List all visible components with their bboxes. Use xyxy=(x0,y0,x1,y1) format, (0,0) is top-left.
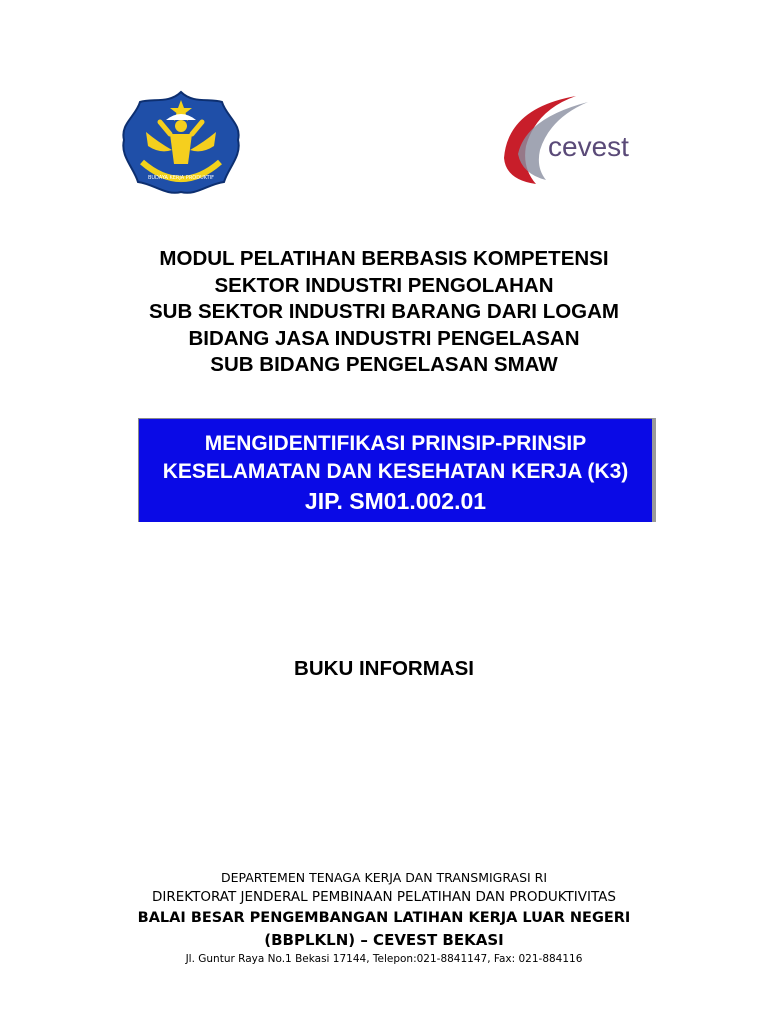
address: Jl. Guntur Raya No.1 Bekasi 17144, Telepon:021-8841147, Fax: 021-884116 xyxy=(185,953,583,965)
module-title xyxy=(0,246,768,379)
title-line: SUB SEKTOR INDUSTRI BARANG DARI LOGAM xyxy=(149,300,619,323)
publisher-footer xyxy=(0,868,768,968)
title-line: MODUL PELATIHAN BERBASIS KOMPETENSI xyxy=(159,247,609,270)
cevest-logo-text: cevest xyxy=(548,131,629,162)
unit-title-line: KESELAMATAN DAN KESEHATAN KERJA (K3) xyxy=(162,460,629,483)
unit-competency-box xyxy=(138,418,652,522)
directorate-name: DIREKTORAT JENDERAL PEMBINAAN PELATIHAN DAN PRODUKTIVITAS xyxy=(152,889,616,905)
title-line: SUB BIDANG PENGELASAN SMAW xyxy=(210,353,558,376)
title-line: SEKTOR INDUSTRI PENGOLAHAN xyxy=(214,273,554,297)
kemnaker-logo xyxy=(118,84,244,200)
emblem-seal-text: BUDAYA KERJA PRODUKTIF xyxy=(147,175,215,181)
institution-name: BALAI BESAR PENGEMBANGAN LATIHAN KERJA LUAR NEGERI xyxy=(137,910,631,926)
institution-abbreviation: (BBPLKLN) – CEVEST BEKASI xyxy=(264,931,504,949)
kemnaker-emblem-icon xyxy=(118,84,244,200)
title-line: BIDANG JASA INDUSTRI PENGELASAN xyxy=(188,326,580,350)
unit-title-line: MENGIDENTIFIKASI PRINSIP-PRINSIP xyxy=(204,432,587,455)
book-type: BUKU INFORMASI xyxy=(294,657,474,680)
unit-code: JIP. SM01.002.01 xyxy=(304,488,487,514)
cevest-swoosh-icon xyxy=(496,88,644,194)
cevest-logo xyxy=(496,88,644,194)
ministry-name: DEPARTEMEN TENAGA KERJA DAN TRANSMIGRASI RI xyxy=(220,870,548,885)
